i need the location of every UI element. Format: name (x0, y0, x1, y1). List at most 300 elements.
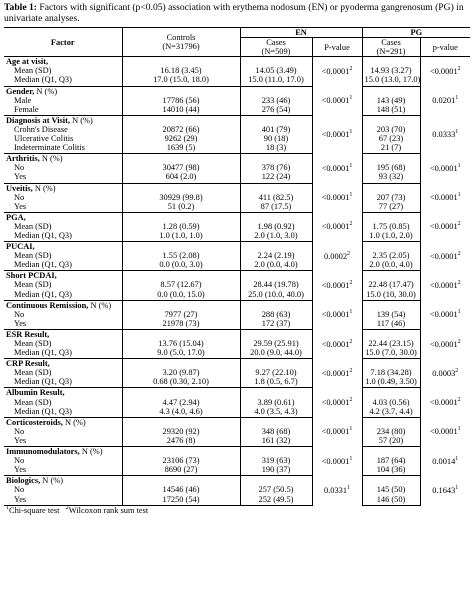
table-row (4, 339, 470, 348)
pg-cases-value: 1.75 (0.85) (362, 222, 420, 231)
en-pvalue: 0.0002 (323, 251, 348, 261)
factor-unit: N (%) (70, 115, 93, 125)
pg-cases-cell (362, 154, 420, 164)
controls-cell (122, 57, 240, 67)
en-cases-cell (240, 183, 312, 193)
pg-pvalue-cell (420, 476, 470, 505)
pg-cases-value: 187 (64) (362, 456, 420, 465)
row-label: Yes (4, 202, 122, 213)
en-pvalue-cell (312, 271, 362, 300)
controls-cell (122, 212, 240, 222)
factor-title (4, 476, 122, 486)
en-cases-value: 90 (18) (240, 134, 312, 143)
en-cases-value: 233 (46) (240, 96, 312, 105)
pg-pvalue-cell (420, 212, 470, 241)
pg-pvalue: <0.0001 (429, 193, 458, 203)
row-label: Yes (4, 436, 122, 447)
pg-cases-value: 67 (23) (362, 134, 420, 143)
en-cases-value: 172 (37) (240, 319, 312, 330)
pg-cases-value: 93 (32) (362, 172, 420, 183)
en-cases-value: 29.59 (25.91) (240, 339, 312, 348)
footnote-wilcoxon: Wilcoxon rank sum test (68, 505, 149, 515)
factor-section (4, 359, 470, 388)
factor-title (4, 242, 122, 252)
factor-name: PUCAI, (6, 242, 35, 252)
factor-name: Short PCDAI, (6, 271, 57, 281)
controls-value: 4.3 (4.0, 4.6) (122, 407, 240, 418)
pg-cases-cell (362, 86, 420, 96)
controls-value: 1.55 (2.08) (122, 251, 240, 260)
header-en-cases-n: (N=509) (261, 47, 291, 57)
en-pvalue-test-marker: 2 (349, 280, 353, 287)
controls-value: 17786 (56) (122, 96, 240, 105)
row-label: Indeterminate Colitis (4, 143, 122, 154)
pg-cases-value: 15.0 (7.0, 30.0) (362, 348, 420, 359)
pg-pvalue-cell (420, 154, 470, 183)
controls-cell (122, 388, 240, 398)
table-row (4, 398, 470, 407)
controls-value: 0.68 (0.30, 2.10) (122, 377, 240, 388)
factor-title (4, 388, 122, 398)
pg-pvalue-test-marker: 1 (457, 309, 461, 316)
en-pvalue: <0.0001 (321, 398, 350, 408)
footnote-marker-2: 2 (65, 504, 69, 511)
controls-cell (122, 329, 240, 339)
pg-pvalue: <0.0001 (429, 427, 458, 437)
factor-unit: N (%) (88, 300, 112, 310)
en-pvalue: 0.0331 (323, 485, 348, 495)
factor-name: Arthritis, (6, 154, 40, 164)
pg-pvalue-cell (420, 271, 470, 300)
en-pvalue-test-marker: 2 (347, 250, 351, 257)
pg-pvalue: <0.0001 (429, 67, 458, 77)
pg-cases-cell (362, 329, 420, 339)
pg-cases-value: 22.48 (17.47) (362, 280, 420, 289)
controls-value: 17.0 (15.0, 18.0) (122, 75, 240, 86)
controls-cell (122, 417, 240, 427)
row-label: Mean (SD) (4, 66, 122, 75)
controls-cell (122, 242, 240, 252)
pg-cases-cell (362, 212, 420, 222)
controls-value: 2476 (8) (122, 436, 240, 447)
en-pvalue: <0.0001 (321, 163, 350, 173)
row-label: Median (Q1, Q3) (4, 407, 122, 418)
en-cases-cell (240, 476, 312, 486)
pg-pvalue: 0.0201 (432, 96, 456, 106)
en-cases-cell (240, 212, 312, 222)
en-cases-cell (240, 57, 312, 67)
en-cases-value: 1.98 (0.92) (240, 222, 312, 231)
en-pvalue-cell (312, 154, 362, 183)
pg-pvalue-test-marker: 1 (457, 163, 461, 170)
en-pvalue-test-marker: 1 (349, 163, 353, 170)
row-label: Female (4, 105, 122, 116)
controls-value: 51 (0.2) (122, 202, 240, 213)
table-row (4, 231, 470, 242)
controls-cell (122, 86, 240, 96)
pg-cases-value: 1.0 (1.0, 2.0) (362, 231, 420, 242)
pg-pvalue: 0.0003 (432, 368, 456, 378)
pg-pvalue-cell (420, 183, 470, 212)
pg-cases-cell (362, 447, 420, 457)
en-cases-value: 288 (63) (240, 310, 312, 319)
factor-name: Age at visit, (6, 57, 49, 67)
pg-pvalue-test-marker: 2 (457, 221, 461, 228)
table-row (4, 66, 470, 75)
table-row (4, 125, 470, 134)
en-cases-value: 2.24 (2.19) (240, 251, 312, 260)
en-pvalue-test-marker: 2 (349, 221, 353, 228)
controls-value: 0.0 (0.0, 15.0) (122, 290, 240, 301)
pg-cases-value: 146 (50) (362, 495, 420, 506)
controls-value: 30477 (98) (122, 163, 240, 172)
pg-cases-value: 145 (50) (362, 485, 420, 494)
row-label: Yes (4, 172, 122, 183)
section-title-row (4, 271, 470, 281)
en-pvalue-cell (312, 183, 362, 212)
table-row (4, 290, 470, 301)
factor-name: PGA, (6, 212, 26, 222)
controls-cell (122, 154, 240, 164)
pg-cases-cell (362, 242, 420, 252)
controls-value: 8.57 (12.67) (122, 280, 240, 289)
factor-title (4, 417, 122, 427)
en-cases-value: 1.8 (0.5, 6.7) (240, 377, 312, 388)
table-header (4, 28, 470, 57)
pg-cases-cell (362, 115, 420, 125)
table-caption (4, 2, 470, 24)
en-cases-value: 257 (50.5) (240, 485, 312, 494)
factor-section (4, 115, 470, 153)
en-cases-value: 122 (24) (240, 172, 312, 183)
row-label: Yes (4, 495, 122, 506)
table-row (4, 436, 470, 447)
pg-pvalue-test-marker: 2 (457, 338, 461, 345)
controls-value: 8690 (27) (122, 465, 240, 476)
controls-value: 1.0 (1.0, 1.0) (122, 231, 240, 242)
factor-name: ESR Result, (6, 329, 50, 339)
pg-cases-value: 2.0 (0.0, 4.0) (362, 260, 420, 271)
factor-title (4, 154, 122, 164)
pg-pvalue-test-marker: 2 (455, 367, 459, 374)
factor-title (4, 86, 122, 96)
en-cases-cell (240, 271, 312, 281)
controls-cell (122, 183, 240, 193)
en-cases-value: 25.0 (10.0, 40.0) (240, 290, 312, 301)
pg-cases-value: 7.18 (34.28) (362, 368, 420, 377)
en-pvalue: <0.0001 (321, 129, 350, 139)
header-en-cases-label: Cases (266, 38, 286, 48)
factor-name: Gender, (6, 86, 35, 96)
en-cases-value: 15.0 (11.0, 17.0) (240, 75, 312, 86)
en-pvalue-cell (312, 212, 362, 241)
caption-label: Table 1: (4, 2, 37, 13)
pg-pvalue-test-marker: 1 (455, 95, 459, 102)
factor-section (4, 57, 470, 86)
en-cases-value: 411 (82.5) (240, 193, 312, 202)
row-label: No (4, 456, 122, 465)
factor-unit: N (%) (40, 476, 63, 486)
controls-value: 9.0 (5.0, 17.0) (122, 348, 240, 359)
pg-cases-value: 2.35 (2.05) (362, 251, 420, 260)
results-table (4, 27, 470, 506)
en-cases-value: 14.05 (3.49) (240, 66, 312, 75)
controls-value: 17250 (54) (122, 495, 240, 506)
table-row (4, 348, 470, 359)
pg-cases-value: 21 (7) (362, 143, 420, 154)
row-label: Mean (SD) (4, 339, 122, 348)
factor-title (4, 115, 122, 125)
row-label: No (4, 427, 122, 436)
table-row (4, 134, 470, 143)
en-pvalue-cell (312, 447, 362, 476)
en-cases-cell (240, 388, 312, 398)
row-label: Mean (SD) (4, 280, 122, 289)
section-title-row (4, 154, 470, 164)
pg-pvalue-cell (420, 300, 470, 329)
pg-pvalue-test-marker: 1 (455, 129, 459, 136)
table-row (4, 368, 470, 377)
pg-cases-value: 4.03 (0.56) (362, 398, 420, 407)
table-row (4, 407, 470, 418)
row-label: Median (Q1, Q3) (4, 260, 122, 271)
pg-pvalue-cell (420, 86, 470, 115)
factor-unit: N (%) (79, 447, 103, 457)
section-title-row (4, 447, 470, 457)
controls-value: 21978 (73) (122, 319, 240, 330)
en-cases-value: 276 (54) (240, 105, 312, 116)
factor-section (4, 476, 470, 505)
caption-text: Factors with significant (p<0.05) association with erythema nodosum (EN) or pyoderma gangrenosum (PG) in univariate analyses. (4, 2, 464, 24)
controls-value: 16.18 (3.45) (122, 66, 240, 75)
en-cases-value: 252 (49.5) (240, 495, 312, 506)
table-row (4, 105, 470, 116)
table-row (4, 260, 470, 271)
factor-unit: N (%) (34, 86, 58, 96)
table-row (4, 456, 470, 465)
factor-unit: N (%) (62, 417, 86, 427)
row-label: Median (Q1, Q3) (4, 75, 122, 86)
pg-cases-value: 77 (27) (362, 202, 420, 213)
table-row (4, 96, 470, 105)
en-cases-value: 3.89 (0.61) (240, 398, 312, 407)
pg-pvalue: 0.0333 (432, 129, 456, 139)
pg-pvalue-cell (420, 359, 470, 388)
pg-cases-cell (362, 183, 420, 193)
table-row (4, 193, 470, 202)
pg-pvalue: <0.0001 (429, 222, 458, 232)
section-title-row (4, 242, 470, 252)
en-pvalue-test-marker: 1 (349, 455, 353, 462)
en-cases-cell (240, 329, 312, 339)
en-pvalue: <0.0001 (321, 67, 350, 77)
controls-value: 1.28 (0.59) (122, 222, 240, 231)
pg-pvalue: <0.0001 (429, 398, 458, 408)
en-pvalue: <0.0001 (321, 193, 350, 203)
pg-cases-value: 15.0 (10, 30.0) (362, 290, 420, 301)
section-title-row (4, 212, 470, 222)
header-pg-cases-label: Cases (381, 38, 401, 48)
en-pvalue-cell (312, 359, 362, 388)
section-title-row (4, 388, 470, 398)
row-label: Median (Q1, Q3) (4, 290, 122, 301)
table-row (4, 319, 470, 330)
factor-name: Albumin Result, (6, 388, 65, 398)
en-pvalue-cell (312, 242, 362, 271)
factor-title (4, 57, 122, 67)
factor-section (4, 86, 470, 115)
pg-cases-value: 207 (73) (362, 193, 420, 202)
en-cases-value: 20.0 (9.0, 44.0) (240, 348, 312, 359)
en-pvalue-test-marker: 1 (347, 485, 351, 492)
factor-title (4, 359, 122, 369)
en-cases-value: 319 (63) (240, 456, 312, 465)
pg-cases-cell (362, 359, 420, 369)
factor-name: Uveitis, (6, 183, 33, 193)
header-pg-cases-n: (N=291) (376, 47, 406, 57)
header-factor: Factor (4, 28, 122, 57)
row-label: Median (Q1, Q3) (4, 348, 122, 359)
factor-section (4, 447, 470, 476)
pg-cases-value: 14.93 (3.27) (362, 66, 420, 75)
table-row (4, 163, 470, 172)
pg-pvalue: <0.0001 (429, 280, 458, 290)
factor-section (4, 329, 470, 358)
en-pvalue-cell (312, 417, 362, 446)
pg-cases-value: 1.0 (0.49, 3.50) (362, 377, 420, 388)
controls-cell (122, 476, 240, 486)
section-title-row (4, 476, 470, 486)
controls-value: 30929 (99.8) (122, 193, 240, 202)
pg-pvalue: 0.1643 (432, 485, 456, 495)
en-pvalue-test-marker: 1 (349, 95, 353, 102)
table-row (4, 280, 470, 289)
en-cases-value: 348 (68) (240, 427, 312, 436)
en-pvalue: <0.0001 (321, 280, 350, 290)
en-pvalue: <0.0001 (321, 456, 350, 466)
pg-cases-value: 143 (49) (362, 96, 420, 105)
pg-pvalue: <0.0001 (429, 339, 458, 349)
pg-pvalue: <0.0001 (429, 163, 458, 173)
factor-name: CRP Result, (6, 359, 50, 369)
en-cases-value: 18 (3) (240, 143, 312, 154)
en-cases-value: 2.0 (0.0, 4.0) (240, 260, 312, 271)
controls-cell (122, 271, 240, 281)
pg-pvalue-cell (420, 57, 470, 86)
en-cases-cell (240, 242, 312, 252)
en-pvalue: <0.0001 (321, 368, 350, 378)
pg-pvalue-test-marker: 2 (457, 397, 461, 404)
factor-title (4, 329, 122, 339)
table-row (4, 143, 470, 154)
en-pvalue: <0.0001 (321, 222, 350, 232)
en-cases-value: 378 (76) (240, 163, 312, 172)
pg-cases-cell (362, 388, 420, 398)
en-pvalue: <0.0001 (321, 427, 350, 437)
factor-name: Biologics, (6, 476, 41, 486)
en-pvalue-cell (312, 476, 362, 505)
factor-unit: N (%) (32, 183, 56, 193)
en-pvalue: <0.0001 (321, 339, 350, 349)
pg-pvalue-test-marker: 1 (455, 485, 459, 492)
en-pvalue-cell (312, 388, 362, 417)
factor-section (4, 271, 470, 300)
en-pvalue-cell (312, 329, 362, 358)
header-en: EN (240, 28, 362, 38)
controls-value: 13.76 (15.04) (122, 339, 240, 348)
pg-cases-value: 117 (46) (362, 319, 420, 330)
table-row (4, 172, 470, 183)
pg-pvalue-cell (420, 242, 470, 271)
en-pvalue-test-marker: 2 (349, 338, 353, 345)
en-cases-value: 28.44 (19.78) (240, 280, 312, 289)
section-title-row (4, 183, 470, 193)
table-row (4, 377, 470, 388)
section-title-row (4, 57, 470, 67)
pg-pvalue-test-marker: 1 (455, 455, 459, 462)
en-cases-value: 190 (37) (240, 465, 312, 476)
en-cases-cell (240, 115, 312, 125)
table-row (4, 251, 470, 260)
row-label: No (4, 310, 122, 319)
controls-value: 14010 (44) (122, 105, 240, 116)
footnote-marker-1: 1 (6, 504, 9, 511)
factor-title (4, 447, 122, 457)
row-label: Ulcerative Colitis (4, 134, 122, 143)
table-row (4, 427, 470, 436)
pg-cases-value: 4.2 (3.7, 4.4) (362, 407, 420, 418)
en-cases-cell (240, 359, 312, 369)
row-label: Mean (SD) (4, 398, 122, 407)
en-pvalue-cell (312, 86, 362, 115)
table-footnote (4, 506, 470, 516)
row-label: Crohn's Disease (4, 125, 122, 134)
controls-value: 7977 (27) (122, 310, 240, 319)
controls-value: 604 (2.0) (122, 172, 240, 183)
row-label: Median (Q1, Q3) (4, 377, 122, 388)
en-pvalue: <0.0001 (321, 310, 350, 320)
section-title-row (4, 115, 470, 125)
table-row (4, 202, 470, 213)
pg-cases-value: 203 (70) (362, 125, 420, 134)
pg-pvalue-test-marker: 1 (457, 192, 461, 199)
en-pvalue-test-marker: 2 (349, 367, 353, 374)
row-label: Mean (SD) (4, 251, 122, 260)
en-cases-value: 4.0 (3.5, 4.3) (240, 407, 312, 418)
en-pvalue-cell (312, 300, 362, 329)
en-cases-cell (240, 300, 312, 310)
controls-cell (122, 300, 240, 310)
pg-pvalue-cell (420, 447, 470, 476)
header-pg-cases (362, 38, 420, 57)
en-pvalue: <0.0001 (321, 96, 350, 106)
en-pvalue-cell (312, 57, 362, 86)
en-cases-value: 2.0 (1.0, 3.0) (240, 231, 312, 242)
pg-pvalue: <0.0001 (429, 251, 458, 261)
header-controls-label: Controls (166, 33, 196, 43)
pg-pvalue-test-marker: 2 (457, 66, 461, 73)
row-label: Mean (SD) (4, 368, 122, 377)
row-label: Yes (4, 465, 122, 476)
pg-cases-cell (362, 417, 420, 427)
pg-cases-value: 104 (36) (362, 465, 420, 476)
row-label: Mean (SD) (4, 222, 122, 231)
row-label: No (4, 485, 122, 494)
pg-pvalue-cell (420, 417, 470, 446)
en-cases-value: 161 (32) (240, 436, 312, 447)
pg-cases-value: 22.44 (23.15) (362, 339, 420, 348)
row-label: Median (Q1, Q3) (4, 231, 122, 242)
